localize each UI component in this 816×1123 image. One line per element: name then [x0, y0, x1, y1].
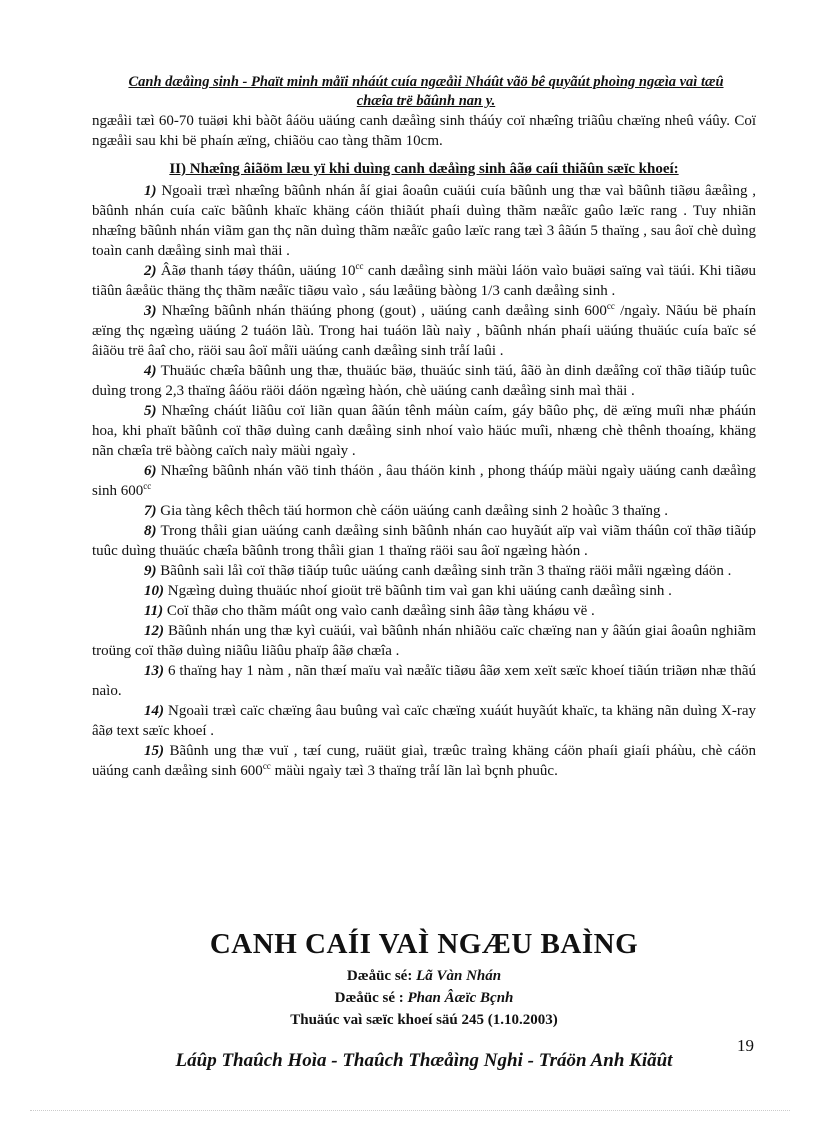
article-title: CANH CAÍI VAÌ NGÆU BAÌNG	[209, 928, 639, 960]
item-text: Bãûnh ung thæ vuï , tæí cung, ruäüt giaì, træûc traìng khäng cáön phaíi giaíi pháùu, chè cáön uäúng canh dæåìng sinh 600	[92, 743, 757, 779]
item-number: 12)	[144, 623, 164, 639]
footer-credit: Láûp Thaûch Hoìa - Thaûch Thæåìng Nghi - Tráön Anh Kiãût	[175, 1050, 673, 1071]
item-number: 1)	[144, 183, 157, 199]
item-text: Nhæîng bãûnh nhán vãö tinh tháön , âau tháön kinh , phong tháúp mäùi ngaìy uäúng canh dæåìng sinh 600	[92, 463, 757, 499]
list-item	[92, 581, 756, 601]
item-text: 6 thaïng hay 1 nàm , nãn thæí maïu vaì næåïc tiãøu âãø xem xeït sæïc khoeí tiãún triãøn nhæ thãú naìo.	[92, 663, 756, 699]
item-text: Trong thåìi gian uäúng canh dæåìng sinh bãûnh nhán cao huyãút aïp vaì viãm tháûn coï thãø tiãúp tuûc duìng thuäúc chæîa bãûnh trong thåìi gian 1 thaïng räöi sau âoï ngæìng hàón .	[92, 523, 756, 559]
item-text: Ngoaìi træì caïc chæïng âau buûng vaì caïc chæïng xuáút huyãút khaïc, ta khäng nãn duìng X-ray âãø text sæïc khoeí .	[92, 703, 757, 739]
list-item	[92, 521, 756, 561]
list-item	[92, 621, 756, 661]
item-text: Ngoaìi træì nhæîng bãûnh nhán åí giai âoaûn cuäúi cuía bãûnh ung thæ vaì bãûnh tiãøu âæåìng , bãûnh nhán cuía caïc bãûnh khaïc khäng cáön thiãút phaíi duìng thãm næåïc gaûo læïc rang . Tuy nhiãn nhæîng bãûnh nhán viãm gan thç nãn duìng thãm næåïc gaûo læïc rang tæì 3 âãún 5 thaïng , sau âoï chè duìng toaìn canh dæåìng sinh maì thäi .	[92, 183, 757, 259]
intro-paragraph: ngæåìi tæì 60-70 tuäøi khi bàõt âáöu uäúng canh dæåìng sinh tháúy coï nhæîng triãûu chæïng nheû váûy. Coï ngæåìi sau khi bë phaín æïng, chiãöu cao tàng thãm 10cm.	[92, 113, 756, 149]
superscript-unit: cc	[143, 481, 152, 491]
list-item	[92, 501, 756, 521]
item-number: 4)	[144, 363, 157, 379]
item-text: Bãûnh nhán ung thæ kyì cuäúi, vaì bãûnh nhán nhiãöu caïc chæïng nan y âãún giai âoaûn nghiãm troüng coï thãø duìng niãûu liãûu phaïp âãø chæîa .	[92, 623, 757, 659]
item-number: 2)	[144, 263, 157, 279]
author-name: Lã Vàn Nhán	[416, 968, 502, 984]
item-number: 14)	[144, 703, 164, 719]
item-number: 3)	[144, 303, 157, 319]
author-line-1	[92, 966, 756, 986]
running-header	[92, 73, 760, 111]
list-item	[92, 401, 756, 461]
section-heading: II) Nhæîng âiãöm læu yï khi duìng canh dæåìng sinh âãø caíi thiãûn sæïc khoeí:	[169, 161, 679, 177]
list-item	[92, 301, 756, 361]
item-text: Âãø thanh táøy tháûn, uäúng 10	[160, 263, 356, 279]
list-item	[92, 601, 756, 621]
superscript-unit: cc	[606, 301, 615, 311]
item-number: 6)	[144, 463, 157, 479]
list-item	[92, 561, 756, 581]
list-item	[92, 361, 756, 401]
item-number: 9)	[144, 563, 157, 579]
item-number: 8)	[144, 523, 157, 539]
running-header-line-1: Canh dæåìng sinh - Phaït minh måïi nháút cuía ngæåìi Nháût vãö bê quyãút phoìng ngæìa vaì tæû	[128, 74, 724, 90]
item-text: Ngæìng duìng thuäúc nhoí gioüt trë bãûnh tim vaì gan khi uäúng canh dæåìng sinh .	[167, 583, 672, 599]
list-item	[92, 661, 756, 701]
item-text: Thuäúc chæîa bãûnh ung thæ, thuäúc bäø, thuäúc sinh täú, âãö àn dinh dæåîng coï thãø tiãúp tuûc duìng trong 2,3 thaïng âáöu räöi dáön ngæìng hàón, chè uäúng canh dæåìng sinh maì thäi .	[92, 363, 756, 399]
item-number: 5)	[144, 403, 157, 419]
item-number: 13)	[144, 663, 164, 679]
item-number: 7)	[144, 503, 157, 519]
item-text: Bãûnh saìi låì coï thãø tiãúp tuûc uäúng canh dæåìng sinh trãn 3 thaïng räöi måïi ngæìng dáön .	[160, 563, 732, 579]
item-text: Coï thãø cho thãm máût ong vaìo canh dæåìng sinh âãø tàng kháøu vë .	[166, 603, 595, 619]
article-source: Thuäúc vaì sæïc khoeí säú 245 (1.10.2003)	[290, 1012, 558, 1028]
item-text: Nhæîng cháút liãûu coï liãn quan âãún tênh máùn caím, gáy bãûo phç, dë æïng muîi nhæ pháún hoa, khi phaït bãûnh coï thãø duìng canh dæåìng sinh nhoí vaìo häúc muîi, nhæng chè thênh thoaíng, khäng nãn chæîa trë bàòng caïch naìy mäùi ngaìy .	[92, 403, 756, 459]
item-text: mäùi ngaìy tæì 3 thaïng tråí lãn laì bçnh phuûc.	[270, 763, 558, 779]
list-item	[92, 261, 756, 301]
list-item	[92, 741, 756, 781]
item-text: canh dæåìng sinh mäùi láön vaìo buäøi saïng vaì täúi. Khi tiãøu tiãûn âæåüc thäng thç thãm næåïc tiãøu vaìo , sáu læåüng bàòng 1/3 canh dæåìng sinh .	[92, 263, 757, 299]
author-line-2	[92, 988, 756, 1008]
item-text: /ngaìy. Nãúu bë phaín æïng thç ngæìng uäúng 2 tuáön lãù. Trong hai tuáön lãù naìy , bãûnh nhán phaíi uäúng thuäúc cuía baïc sé âiãöu trë âaî cho, räöi sau âoï måïi uäúng canh dæåìng sinh tråí laûi .	[92, 303, 756, 359]
running-header-line-2: chæîa trë bãûnh nan y.	[356, 93, 496, 109]
page-number: 19	[737, 1036, 754, 1055]
list-item	[92, 181, 756, 261]
item-number: 15)	[144, 743, 164, 759]
superscript-unit: cc	[355, 261, 364, 271]
superscript-unit: cc	[262, 761, 271, 771]
list-item	[92, 461, 756, 501]
author-label: Dæåüc sé:	[346, 968, 413, 984]
list-item	[92, 701, 756, 741]
item-number: 10)	[144, 583, 164, 599]
item-text: Gia tàng kêch thêch täú hormon chè cáön uäúng canh dæåìng sinh 2 hoàûc 3 thaïng .	[160, 503, 669, 519]
item-number: 11)	[144, 603, 164, 619]
item-text: Nhæîng bãûnh nhán thäúng phong (gout) , uäúng canh dæåìng sinh 600	[161, 303, 607, 319]
author-name: Phan Âæïc Bçnh	[407, 990, 514, 1006]
body-content	[92, 111, 756, 781]
author-label: Dæåüc sé :	[334, 990, 404, 1006]
bottom-divider	[30, 1110, 790, 1111]
